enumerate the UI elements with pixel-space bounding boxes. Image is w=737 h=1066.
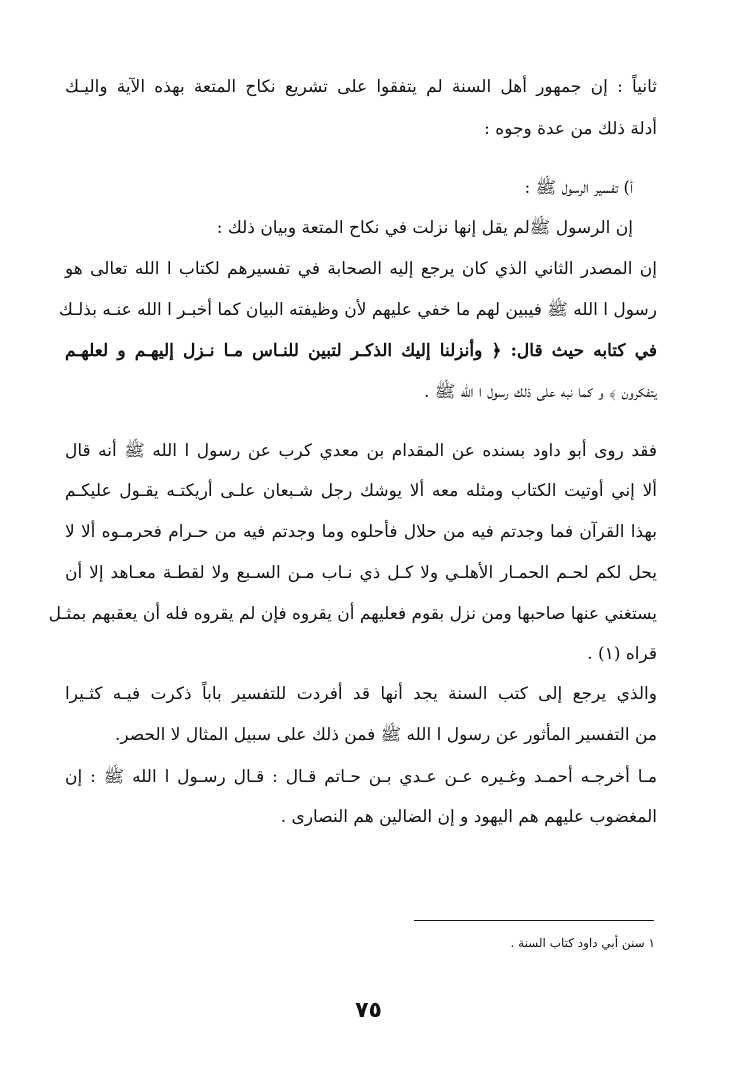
quran-verse-line: يتفكرون ﴾ و كما نبه على ذلك رسول ا الله ﷺ .	[423, 382, 657, 402]
paragraph-line: إن المصدر الثاني الذي كان يرجع إليه الصحابة في تفسيرهم لكتاب ا الله تعالى هو	[65, 259, 657, 279]
paragraph-line: فقد روى أبو داود بسنده عن المقدام بن معدي كرب عن رسول ا الله ﷺ أنه قال	[65, 441, 657, 461]
paragraph-line: يحل لكم لحـم الحمـار الأهلـي ولا كـل ذي نـاب مـن السـبع ولا لقطـة معـاهد إلا أن	[65, 563, 657, 583]
paragraph-line: من التفسير المأثور عن رسول ا الله ﷺ فمن ذلك على سبيل المثال لا الحصر.	[115, 725, 657, 745]
footnote-divider	[414, 920, 654, 921]
section-heading: أ) تفسير الرسول ﷺ :	[524, 178, 633, 198]
paragraph-line: قراه (١) .	[587, 644, 657, 664]
paragraph-line: مـا أخرجـه أحمـد وغـيره عـن عـدي بـن حـاتم قـال : قـال رسـول ا الله ﷺ : إن	[65, 767, 657, 787]
paragraph-line: المغضوب عليهم هم اليهود و إن الضالين هم النصارى .	[280, 807, 657, 827]
paragraph-line: ألا إني أوتيت الكتاب ومثله معه ألا يوشك رجل شـبعان علـى أريكتـه يقـول عليكـم	[65, 481, 657, 501]
quran-verse-line: في كتابه حيث قال: ﴿ وأنزلنا إليك الذكـر لتبين للنـاس مـا نـزل إليهـم و لعلهـم	[65, 341, 657, 361]
paragraph-line: يستغني عنها صاحبها ومن نزل بقوم فعليهم أن يقروه فإن لم يقروه فله أن يعقبهم بمثـل	[48, 604, 657, 624]
paragraph-line: بهذا القرآن فما وجدتم فيه من حلال فأحلوه وما وجدتم فيه من حـرام فحرمـوه ألا لا	[65, 522, 657, 542]
paragraph-line: أدلة ذلك من عدة وجوه :	[484, 119, 657, 139]
paragraph-line: ثانياً : إن جمهور أهل السنة لم يتفقوا على تشريع نكاح المتعة بهذه الآية واليـك	[65, 77, 657, 97]
paragraph-line: إن الرسول ﷺلم يقل إنها نزلت في نكاح المتعة وبيان ذلك :	[216, 218, 633, 238]
footnote: ١ سنن أبي داود كتاب السنة .	[510, 936, 655, 950]
page-number: ٧٥	[355, 998, 382, 1023]
paragraph-line: رسول ا الله ﷺ فيبين لهم ما خفي عليهم لأن وظيفته البيان كما أخبـر ا الله عنـه بذلـك	[58, 300, 657, 320]
paragraph-line: والذي يرجع إلى كتب السنة يجد أنها قد أفردت للتفسير باباً ذكرت فيـه كثـيرا	[65, 684, 657, 704]
